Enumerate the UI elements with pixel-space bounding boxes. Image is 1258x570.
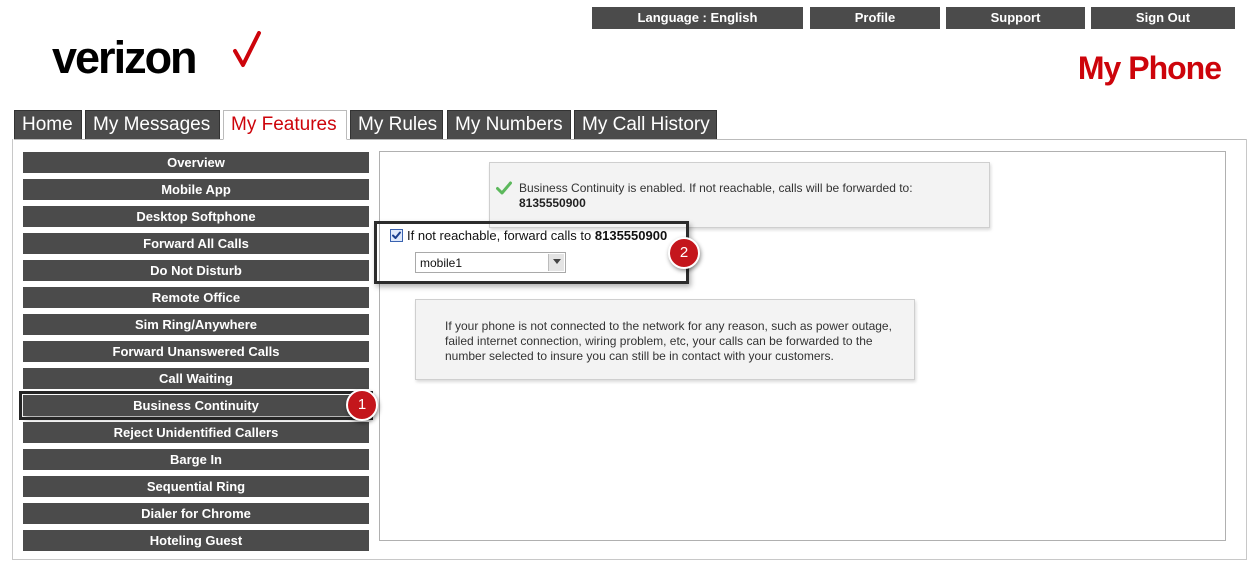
sidebar-item-hoteling-guest[interactable]: Hoteling Guest bbox=[23, 530, 369, 551]
tab-home[interactable]: Home bbox=[14, 110, 82, 139]
verizon-logo bbox=[52, 33, 262, 83]
forward-checkbox-label bbox=[407, 228, 667, 243]
status-message-box bbox=[489, 162, 990, 228]
profile-button[interactable]: Profile bbox=[810, 7, 940, 29]
tab-my-messages[interactable]: My Messages bbox=[85, 110, 220, 139]
sidebar-item-remote-office[interactable]: Remote Office bbox=[23, 287, 369, 308]
sidebar-item-do-not-disturb[interactable]: Do Not Disturb bbox=[23, 260, 369, 281]
info-box bbox=[415, 299, 915, 380]
forward-destination-select[interactable] bbox=[415, 252, 566, 273]
sidebar-item-dialer-for-chrome[interactable]: Dialer for Chrome bbox=[23, 503, 369, 524]
status-forward-number: 8135550900 bbox=[519, 196, 586, 210]
tab-my-numbers[interactable]: My Numbers bbox=[447, 110, 571, 139]
checkbox-checkmark-icon bbox=[391, 230, 402, 241]
forward-label-number: 8135550900 bbox=[594, 228, 668, 243]
sidebar-item-mobile-app[interactable]: Mobile App bbox=[23, 179, 369, 200]
sidebar-item-forward-all-calls[interactable]: Forward All Calls bbox=[23, 233, 369, 254]
sidebar-item-business-continuity[interactable]: Business Continuity bbox=[23, 395, 369, 416]
app-title: My Phone bbox=[1077, 50, 1221, 86]
sidebar-item-forward-unanswered-calls[interactable]: Forward Unanswered Calls bbox=[23, 341, 369, 362]
language-button[interactable]: Language : English bbox=[592, 7, 803, 29]
top-nav bbox=[0, 7, 1258, 29]
sidebar-item-barge-in[interactable]: Barge In bbox=[23, 449, 369, 470]
sidebar-item-desktop-softphone[interactable]: Desktop Softphone bbox=[23, 206, 369, 227]
sidebar-item-call-waiting[interactable]: Call Waiting bbox=[23, 368, 369, 389]
sidebar-item-reject-unidentified-callers[interactable]: Reject Unidentified Callers bbox=[23, 422, 369, 443]
forward-checkbox[interactable] bbox=[390, 229, 403, 242]
check-icon bbox=[496, 181, 512, 195]
sidebar-item-sequential-ring[interactable]: Sequential Ring bbox=[23, 476, 369, 497]
status-message: Business Continuity is enabled. If not reachable, calls will be forwarded to: bbox=[519, 181, 913, 195]
forward-label-text: If not reachable, forward calls to bbox=[407, 228, 592, 243]
tab-my-rules[interactable]: My Rules bbox=[350, 110, 443, 139]
sign-out-button[interactable]: Sign Out bbox=[1091, 7, 1235, 29]
logo-checkmark-icon bbox=[232, 31, 262, 71]
tab-my-features[interactable]: My Features bbox=[223, 110, 347, 140]
sidebar-item-sim-ring[interactable]: Sim Ring/Anywhere bbox=[23, 314, 369, 335]
callout-badge-2: 2 bbox=[668, 237, 700, 269]
tab-my-call-history[interactable]: My Call History bbox=[574, 110, 717, 139]
info-text: If your phone is not connected to the network for any reason, such as power outage, failed internet connection, wiring problem, etc, your calls can be forwarded to the number selected to insure you can still be in contact with your customers. bbox=[445, 319, 892, 363]
select-value: mobile1 bbox=[420, 256, 463, 270]
logo-text: verizon bbox=[52, 32, 196, 83]
sidebar-item-overview[interactable]: Overview bbox=[23, 152, 369, 173]
callout-badge-1: 1 bbox=[346, 389, 378, 421]
support-button[interactable]: Support bbox=[946, 7, 1085, 29]
chevron-down-icon[interactable] bbox=[548, 254, 564, 271]
